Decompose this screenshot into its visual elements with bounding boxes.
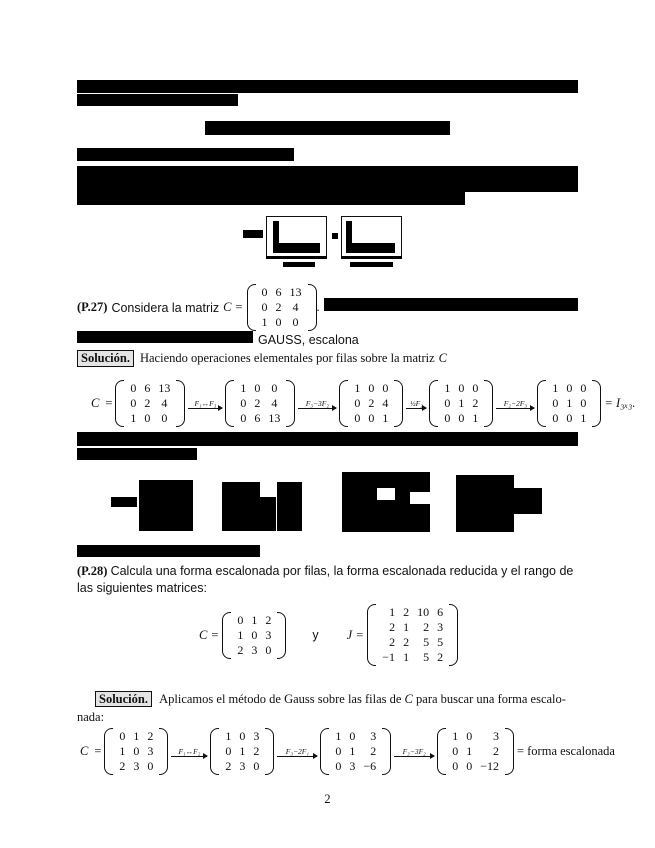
- redacted-line: [77, 331, 253, 343]
- matrix-cell: 1: [335, 729, 342, 743]
- redacted-figure-part: [341, 256, 402, 259]
- matrix-cell: 0: [472, 381, 479, 395]
- solution-label: Solución.: [95, 691, 152, 707]
- matrix-cell: 1: [552, 381, 559, 395]
- row-operation-arrow: ½F₂: [406, 399, 426, 409]
- matrix-cell: 1: [403, 650, 410, 664]
- redacted-line: [77, 545, 260, 557]
- matrix-cell: 1: [240, 381, 247, 395]
- matrix: [339, 380, 403, 427]
- redacted-paragraph: [77, 166, 578, 192]
- matrix-cell: 0: [271, 381, 278, 395]
- matrix-cell: 10: [417, 605, 430, 619]
- row-operation-arrow: F₁↔F₂: [171, 747, 207, 757]
- solution-27-chain: [88, 380, 639, 427]
- matrix-cell: 0: [275, 315, 282, 329]
- matrix-cell: 0: [354, 411, 361, 425]
- problem-label: (P.27): [77, 300, 108, 314]
- problem-28-matrices: [199, 604, 458, 666]
- matrix-cell: 0: [292, 315, 299, 329]
- matrix-cell: 1: [472, 411, 479, 425]
- matrix-cell: 13: [158, 381, 171, 395]
- equals-sign: =: [235, 300, 243, 314]
- matrix-cell: 2: [368, 396, 375, 410]
- matrix-cell: 2: [389, 635, 396, 649]
- matrix-cell: 0: [580, 381, 587, 395]
- redacted-figure-part: [350, 262, 393, 267]
- problem-text: Calcula una forma escalonada por filas, la forma escalonada reducida y el rango de las siguientes matrices:: [77, 564, 574, 595]
- chain-variable: C: [91, 396, 100, 410]
- solution-27-intro: [77, 350, 447, 367]
- matrix-cell: 2: [253, 744, 260, 758]
- matrix-cell: 0: [335, 759, 342, 773]
- redacted-line: [77, 148, 294, 161]
- matrix-variable: C: [404, 692, 413, 706]
- matrix-cell: 0: [444, 411, 451, 425]
- redacted-figure-part: [139, 480, 193, 531]
- matrix-cell: 2: [147, 729, 154, 743]
- matrix-cell: 0: [552, 396, 559, 410]
- solution-label: Solución.: [77, 350, 134, 367]
- matrix-cell: 2: [119, 759, 126, 773]
- equals-sign: =: [105, 396, 113, 410]
- redacted-figure-part: [456, 475, 514, 532]
- redacted-figure-part: [283, 262, 315, 267]
- period: .: [316, 300, 320, 314]
- matrix-cell: 0: [225, 744, 232, 758]
- redacted-line: [77, 432, 578, 446]
- problem-27-statement: [77, 284, 320, 331]
- redacted-heading: [205, 121, 450, 135]
- redacted-line: [324, 298, 578, 311]
- matrix: [104, 728, 168, 775]
- solution-text: nada:: [77, 710, 105, 724]
- equals-sign: =: [356, 627, 364, 642]
- matrix-cell: −12: [480, 759, 499, 773]
- matrix-cell: 0: [354, 396, 361, 410]
- solution-28-intro: [77, 690, 579, 726]
- matrix-cell: 6: [275, 285, 282, 299]
- equals-sign: =: [211, 627, 219, 642]
- matrix-cell: 2: [254, 396, 261, 410]
- redacted-figure-part: [111, 497, 137, 507]
- matrix-cell: 0: [130, 381, 137, 395]
- redacted-figure-part: [222, 482, 260, 531]
- matrix-cell: 1: [403, 620, 410, 634]
- matrix-cell: 3: [253, 729, 260, 743]
- conjunction: y: [312, 628, 319, 642]
- matrix-c: [222, 612, 286, 659]
- matrix-cell: 3: [349, 759, 356, 773]
- matrix-cell: 6: [437, 605, 444, 619]
- matrix-cell: 4: [271, 396, 278, 410]
- matrix-cell: 6: [254, 411, 261, 425]
- matrix-cell: 1: [251, 612, 258, 627]
- matrix-cell: 0: [552, 411, 559, 425]
- echelon-result: = forma escalonada: [516, 744, 615, 758]
- matrix-cell: 0: [458, 411, 465, 425]
- equals-sign: =: [94, 744, 102, 758]
- matrix-cell: 0: [119, 729, 126, 743]
- matrix-cell: 0: [368, 411, 375, 425]
- matrix-cell: 5: [423, 650, 430, 664]
- matrix-j: [367, 604, 458, 666]
- redacted-figure-part: [510, 488, 542, 514]
- matrix: [210, 728, 274, 775]
- matrix: [537, 380, 601, 427]
- matrix-cell: 3: [437, 620, 444, 634]
- matrix-cell: 0: [368, 381, 375, 395]
- solution-text: para buscar una forma escalo-: [416, 692, 566, 706]
- matrix: [320, 728, 391, 775]
- redacted-line: [77, 448, 197, 460]
- matrix-cell: 2: [492, 744, 499, 758]
- matrix-p27: [247, 284, 317, 331]
- matrix-cell: 5: [437, 635, 444, 649]
- matrix: [115, 380, 185, 427]
- matrix-cell: 1: [130, 411, 137, 425]
- matrix-cell: 1: [580, 411, 587, 425]
- matrix-cell: 3: [370, 729, 377, 743]
- matrix-cell: 2: [403, 635, 410, 649]
- matrix-cell: 2: [472, 396, 479, 410]
- matrix-cell: 2: [403, 605, 410, 619]
- matrix-cell: 13: [268, 411, 281, 425]
- redacted-line: [77, 192, 465, 205]
- matrix-cell: 1: [133, 729, 140, 743]
- matrix-cell: 1: [119, 744, 126, 758]
- redacted-figure-part: [243, 230, 263, 238]
- matrix: [225, 380, 295, 427]
- row-operation-arrow: F₃−3F₂: [394, 747, 434, 757]
- problem-label: (P.28): [77, 564, 108, 578]
- solution-28-chain: [77, 728, 618, 775]
- matrix-cell: 0: [237, 612, 244, 627]
- solution-text: Aplicamos el método de Gauss sobre las filas de: [159, 692, 402, 706]
- problem-tags: GAUSS, escalona: [258, 333, 359, 347]
- matrix-cell: 3: [492, 729, 499, 743]
- matrix-cell: 4: [292, 300, 299, 314]
- matrix-cell: 3: [265, 627, 272, 642]
- matrix-cell: 0: [265, 642, 272, 657]
- redacted-figure-gap: [377, 488, 395, 500]
- matrix: [437, 728, 514, 775]
- matrix-cell: 2: [237, 642, 244, 657]
- matrix-cell: 0: [251, 627, 258, 642]
- matrix-cell: 0: [253, 759, 260, 773]
- matrix-variable: J: [346, 627, 353, 642]
- redacted-figure-box: [266, 216, 327, 258]
- matrix-cell: 0: [147, 759, 154, 773]
- matrix-cell: 0: [240, 396, 247, 410]
- matrix-cell: 0: [452, 759, 459, 773]
- matrix-variable: C: [223, 300, 232, 314]
- redacted-figure-part: [258, 497, 276, 531]
- identity-result: = I₃ₓ₃.: [604, 396, 636, 410]
- matrix-variable: C: [438, 351, 447, 365]
- redacted-figure-box: [341, 216, 402, 258]
- matrix-cell: 0: [466, 729, 473, 743]
- matrix-cell: 2: [370, 744, 377, 758]
- redacted-figure-part: [346, 243, 395, 253]
- matrix-cell: 6: [144, 381, 151, 395]
- matrix-cell: 0: [261, 300, 268, 314]
- row-operation-arrow: F₂−2F₃: [496, 399, 534, 409]
- matrix-cell: 1: [382, 411, 389, 425]
- matrix-cell: 0: [349, 729, 356, 743]
- matrix-cell: 0: [254, 381, 261, 395]
- matrix-cell: −1: [382, 650, 396, 664]
- matrix-cell: 1: [225, 729, 232, 743]
- matrix-cell: 3: [251, 642, 258, 657]
- matrix-cell: 0: [466, 759, 473, 773]
- matrix-cell: 0: [458, 381, 465, 395]
- matrix-cell: 0: [444, 396, 451, 410]
- matrix-cell: 1: [566, 396, 573, 410]
- matrix: [429, 380, 493, 427]
- row-operation-arrow: F₃−2F₁: [277, 747, 317, 757]
- solution-text: Haciendo operaciones elementales por filas sobre la matriz: [139, 351, 435, 365]
- chain-variable: C: [80, 744, 89, 758]
- matrix-cell: 1: [466, 744, 473, 758]
- matrix-cell: 1: [452, 729, 459, 743]
- matrix-cell: 4: [161, 396, 168, 410]
- page-number: 2: [324, 792, 331, 806]
- matrix-cell: 3: [147, 744, 154, 758]
- matrix-cell: 2: [265, 612, 272, 627]
- redacted-figure-part: [332, 233, 338, 239]
- redacted-figure-part: [273, 243, 320, 253]
- matrix-cell: 0: [261, 285, 268, 299]
- matrix-cell: 1: [389, 605, 396, 619]
- matrix-cell: 2: [389, 620, 396, 634]
- matrix-cell: 1: [261, 315, 268, 329]
- matrix-cell: 3: [239, 759, 246, 773]
- matrix-cell: 1: [239, 744, 246, 758]
- problem-28-statement: [77, 563, 579, 597]
- matrix-cell: 2: [423, 620, 430, 634]
- matrix-cell: 3: [133, 759, 140, 773]
- matrix-cell: 0: [580, 396, 587, 410]
- matrix-cell: 0: [240, 411, 247, 425]
- redacted-figure-gap: [410, 492, 430, 504]
- matrix-cell: 1: [458, 396, 465, 410]
- redacted-figure-part: [266, 256, 327, 259]
- matrix-cell: 1: [349, 744, 356, 758]
- redacted-figure-part: [277, 482, 302, 531]
- matrix-cell: 0: [566, 411, 573, 425]
- matrix-cell: 2: [437, 650, 444, 664]
- matrix-cell: 0: [382, 381, 389, 395]
- matrix-cell: 13: [289, 285, 302, 299]
- matrix-cell: 0: [161, 411, 168, 425]
- matrix-cell: 1: [444, 381, 451, 395]
- matrix-cell: 0: [133, 744, 140, 758]
- matrix-cell: −6: [363, 759, 377, 773]
- redacted-line: [77, 94, 238, 106]
- matrix-cell: 5: [423, 635, 430, 649]
- problem-text: Considera la matriz: [111, 300, 220, 315]
- matrix-cell: 0: [566, 381, 573, 395]
- matrix-variable: C: [199, 627, 208, 642]
- matrix-cell: 0: [239, 729, 246, 743]
- matrix-cell: 2: [144, 396, 151, 410]
- matrix-cell: 0: [335, 744, 342, 758]
- matrix-cell: 2: [275, 300, 282, 314]
- matrix-cell: 2: [225, 759, 232, 773]
- matrix-cell: 4: [382, 396, 389, 410]
- redacted-line: [77, 80, 578, 93]
- row-operation-arrow: F₁↔F₃: [188, 399, 222, 409]
- matrix-cell: 1: [237, 627, 244, 642]
- matrix-cell: 0: [452, 744, 459, 758]
- row-operation-arrow: F₃−3F₂: [298, 399, 336, 409]
- matrix-cell: 0: [144, 411, 151, 425]
- matrix-cell: 0: [130, 396, 137, 410]
- matrix-cell: 1: [354, 381, 361, 395]
